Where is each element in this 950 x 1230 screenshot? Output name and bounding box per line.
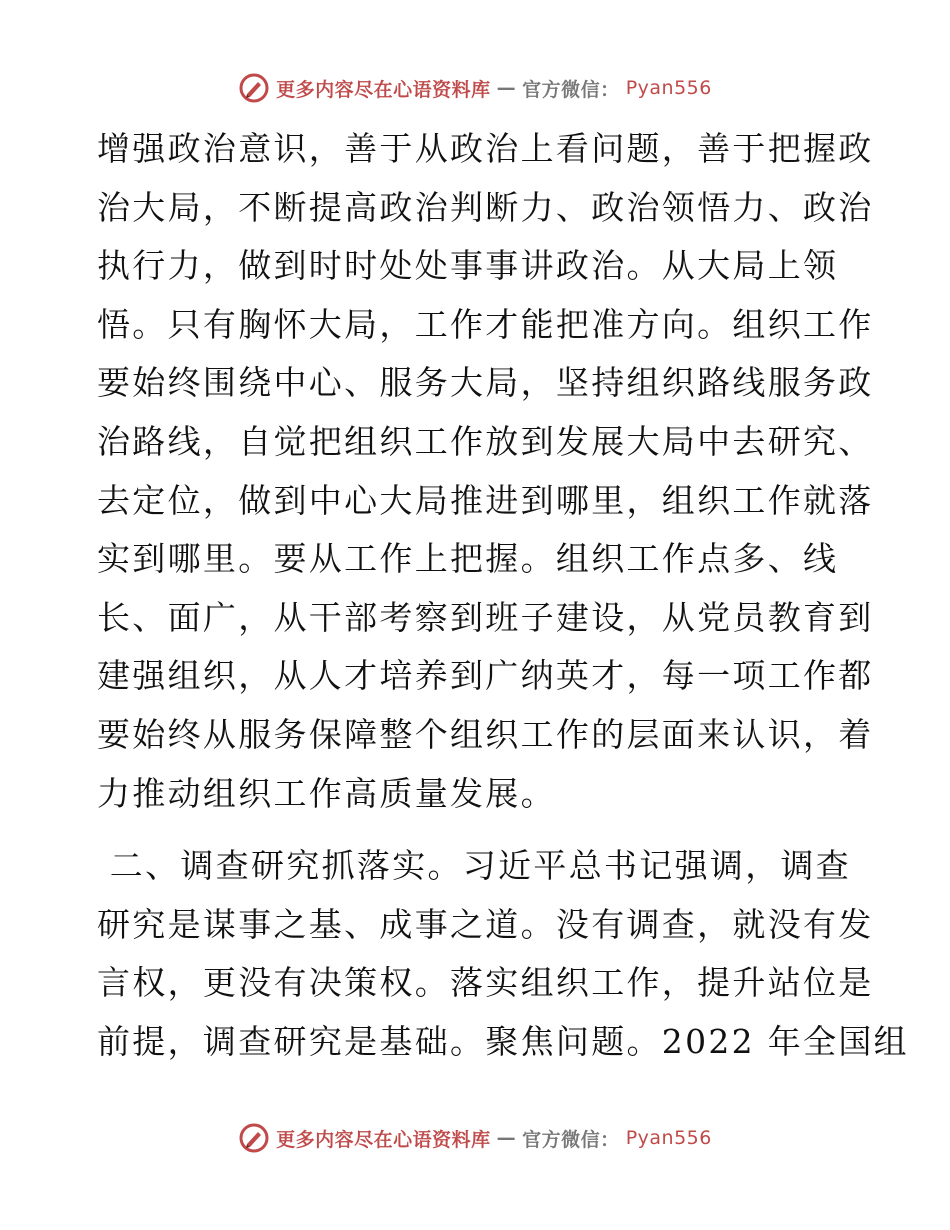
text-line: 执行力，做到时时处处事事讲政治。从大局上领 [97, 246, 839, 286]
text-line: 长、面广，从干部考察到班子建设，从党员教育到 [97, 597, 874, 637]
paragraph-1 [97, 120, 874, 823]
body-text [97, 120, 909, 1072]
pen-logo-icon [238, 1122, 270, 1154]
text-line: 悟。只有胸怀大局，工作才能把准方向。组织工作 [97, 304, 874, 344]
watermark-separator: — [496, 1127, 517, 1149]
watermark-wechat-label: 官方微信： [522, 78, 620, 101]
watermark-wechat-id: Pyan556 [625, 1127, 712, 1149]
watermark-separator: — [496, 77, 517, 99]
text-line: 二、调查研究抓落实。习近平总书记强调，调查 [97, 846, 852, 886]
text-line: 研究是谋事之基、成事之道。没有调查，就没有发 [97, 904, 874, 944]
watermark-wechat-label: 官方微信： [522, 1128, 620, 1151]
watermark-brand: 更多内容尽在心语资料库 [276, 78, 491, 101]
text-line: 前提，调查研究是基础。聚焦问题。2022 年全国组 [97, 1021, 909, 1061]
text-line: 要始终从服务保障整个组织工作的层面来认识，着 [97, 714, 874, 754]
text-line: 治大局，不断提高政治判断力、政治领悟力、政治 [97, 187, 874, 227]
text-line: 去定位，做到中心大局推进到哪里，组织工作就落 [97, 480, 874, 520]
watermark-brand: 更多内容尽在心语资料库 [276, 1128, 491, 1151]
text-line: 实到哪里。要从工作上把握。组织工作点多、线 [97, 539, 839, 579]
text-line: 建强组织，从人才培养到广纳英才，每一项工作都 [97, 656, 874, 696]
pen-logo-icon [238, 72, 270, 104]
text-line: 增强政治意识，善于从政治上看问题，善于把握政 [97, 129, 874, 168]
text-line: 力推动组织工作高质量发展。 [97, 773, 556, 813]
watermark-wechat-id: Pyan556 [625, 77, 712, 99]
text-line: 要始终围绕中心、服务大局，坚持组织路线服务政 [97, 363, 874, 403]
footer-watermark [0, 1122, 950, 1154]
text-line: 言权，更没有决策权。落实组织工作，提升站位是 [97, 963, 874, 1003]
text-line: 治路线，自觉把组织工作放到发展大局中去研究、 [97, 421, 874, 461]
paragraph-2 [97, 837, 909, 1071]
header-watermark [0, 72, 950, 104]
